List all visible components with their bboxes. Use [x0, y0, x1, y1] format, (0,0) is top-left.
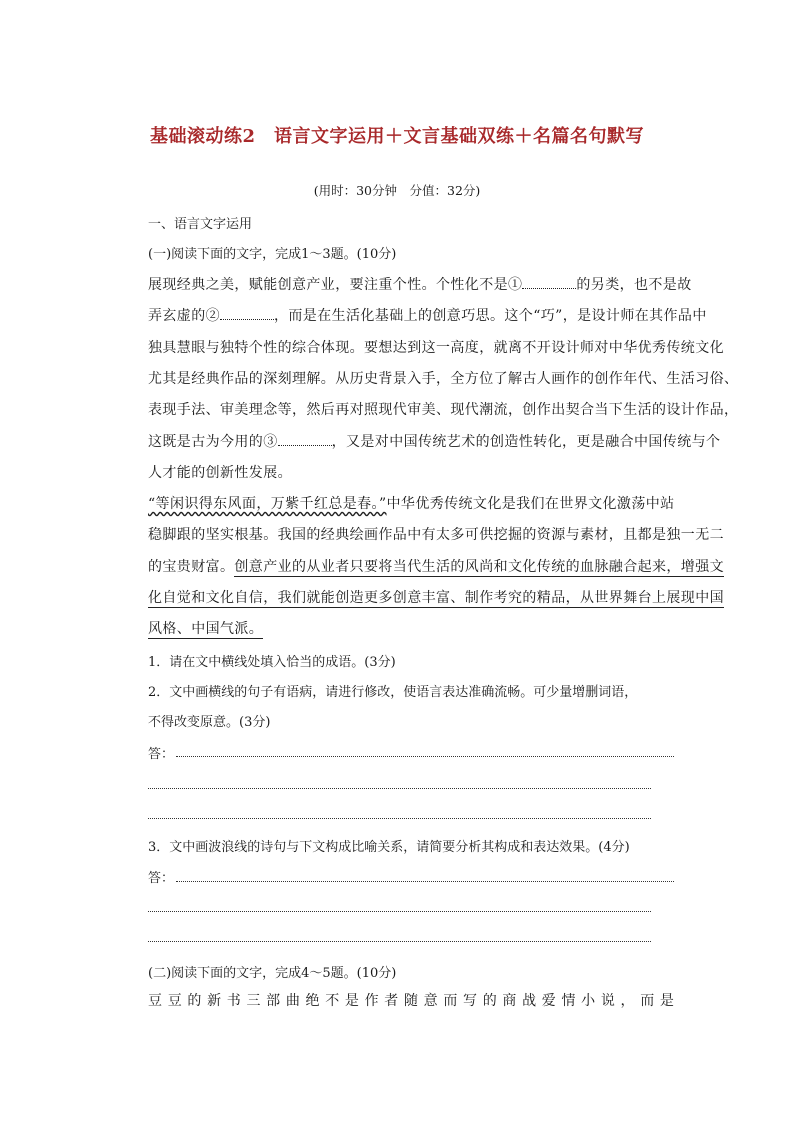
passage1-line1: [148, 274, 692, 294]
char: 爱: [541, 993, 556, 1009]
char: 情: [561, 993, 576, 1009]
char: 的: [187, 993, 202, 1009]
section-heading: 一、语言文字运用: [148, 217, 253, 232]
char: 是: [659, 993, 674, 1009]
passage1-line6: [148, 431, 720, 451]
passage2-line1: [148, 493, 675, 513]
char: 商: [502, 993, 517, 1009]
passage1-line2: [148, 305, 707, 325]
underlined-sentence: 创意产业的从业者只要将当代生活的风尚和文化传统的血脉融合起来，增强文: [234, 559, 725, 575]
char: 不: [325, 993, 340, 1009]
char: 新: [207, 993, 222, 1009]
char: 随: [403, 993, 418, 1009]
text: ，又是对中国传统艺术的创造性转化，更是融合中国传统与个: [331, 434, 721, 450]
passage1-line7: 人才能的创新性发展。: [148, 465, 292, 481]
passage2-line4: [148, 587, 724, 607]
question-2: 2．文中画横线的句子有语病，请进行修改，使语言表达准确流畅。可少量增删词语，: [148, 685, 638, 700]
text: ，而是在生活化基础上的创意巧思。这个“巧”，是设计师在其作品中: [274, 308, 707, 324]
passage1-line3: 独具慧眼与独特个性的综合体现。要想达到这一高度，就离不开设计师对中华优秀传统文化: [148, 340, 724, 356]
answer-line[interactable]: [148, 911, 651, 912]
page-title: 基础滚动练2 语言文字运用＋文言基础双练＋名篇名句默写: [149, 126, 645, 147]
text: 展现经典之美，赋能创意产业，要注重个性。个性化不是①: [148, 277, 523, 293]
char: 意: [423, 993, 438, 1009]
char: 曲: [285, 993, 300, 1009]
blank-1[interactable]: [522, 276, 576, 289]
question-2-cont: 不得改变原意。(3分): [148, 715, 271, 730]
passage1-line4: 尤其是经典作品的深刻理解。从历史背景入手，全方位了解古人画作的创作年代、生活习俗、: [148, 371, 739, 387]
char: 而: [640, 993, 655, 1009]
answer-label: 答：: [148, 871, 175, 886]
blank-3[interactable]: [278, 433, 332, 446]
char: 说: [600, 993, 615, 1009]
char: 是: [344, 993, 359, 1009]
char: 三: [246, 993, 261, 1009]
text: 的宝贵财富。: [148, 559, 235, 575]
char: 的: [482, 993, 497, 1009]
char: 绝: [305, 993, 320, 1009]
char: 而: [443, 993, 458, 1009]
char: 战: [522, 993, 537, 1009]
answer-line[interactable]: [148, 818, 651, 819]
part2-intro: (二)阅读下面的文字，完成4～5题。(10分): [148, 966, 397, 981]
char: 小: [581, 993, 596, 1009]
char: 豆: [167, 993, 182, 1009]
char: 书: [226, 993, 241, 1009]
passage3-line1: [148, 990, 674, 1010]
passage2-line5: [148, 618, 263, 638]
answer-line[interactable]: [148, 788, 651, 789]
wavy-underlined-poem: “等闲识得东风面，万紫千红总是春。”: [148, 496, 387, 512]
char: 部: [266, 993, 281, 1009]
char: ，: [620, 993, 635, 1009]
char: 写: [463, 993, 477, 1009]
question-1: 1．请在文中横线处填入恰当的成语。(3分): [148, 655, 396, 670]
time-score-info: (用时：30分钟 分值：32分): [313, 183, 481, 198]
text: 的另类，也不是故: [576, 277, 692, 293]
passage2-line2: 稳脚跟的坚实根基。我国的经典绘画作品中有太多可供挖掘的资源与素材，且都是独一无二: [148, 527, 724, 543]
part1-intro: (一)阅读下面的文字，完成1～3题。(10分): [148, 247, 397, 262]
text: 中华优秀传统文化是我们在世界文化激荡中站: [386, 496, 675, 512]
underlined-sentence: 化自觉和文化自信，我们就能创造更多创意丰富、制作考究的精品，从世界舞台上展现中国: [148, 590, 724, 606]
answer-line[interactable]: [176, 756, 674, 757]
underlined-sentence: 风格、中国气派。: [148, 621, 264, 637]
passage1-line5: 表现手法、审美理念等，然后再对照现代审美、现代潮流，创作出契合当下生活的设计作品，: [148, 402, 739, 418]
question-3: 3．文中画波浪线的诗句与下文构成比喻关系，请简要分析其构成和表达效果。(4分): [148, 840, 630, 855]
answer-line[interactable]: [176, 881, 674, 882]
answer-line[interactable]: [148, 941, 651, 942]
char: 豆: [148, 993, 162, 1009]
text: 弄玄虚的②: [148, 308, 220, 324]
char: 者: [384, 993, 399, 1009]
blank-2[interactable]: [220, 307, 274, 320]
char: 作: [364, 993, 379, 1009]
passage2-line3: [148, 556, 724, 576]
text: 这既是古为今用的③: [148, 434, 278, 450]
answer-label: 答：: [148, 747, 175, 762]
